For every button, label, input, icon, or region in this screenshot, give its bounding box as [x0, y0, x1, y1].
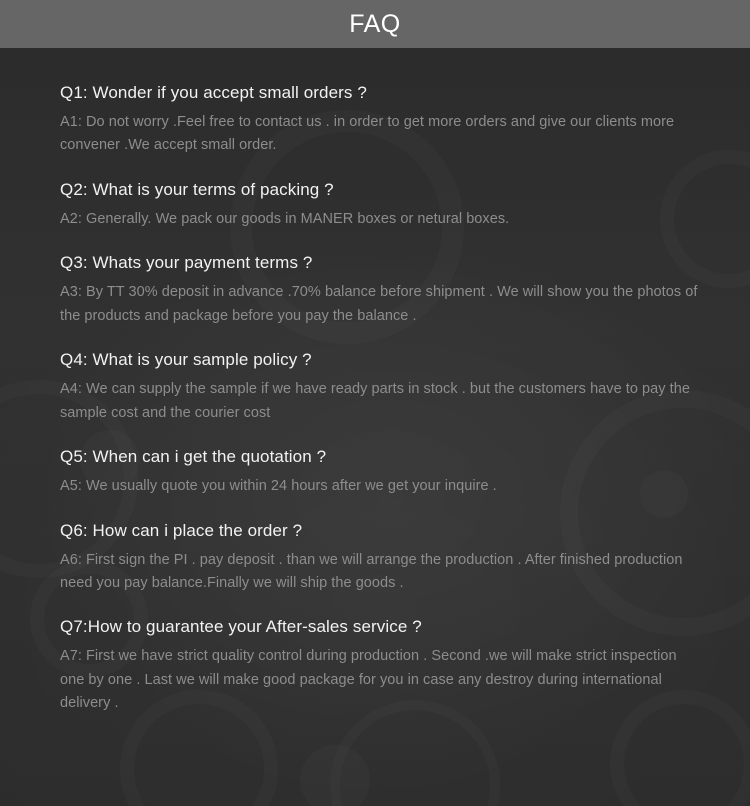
faq-item	[60, 446, 698, 498]
faq-question: Q3: Whats your payment terms ?	[60, 253, 313, 273]
faq-answer: A1: Do not worry .Feel free to contact us . in order to get more orders and give our clients more convener .We accept small order.	[60, 113, 675, 154]
faq-item	[60, 82, 698, 158]
faq-header	[0, 0, 750, 48]
faq-item	[60, 179, 698, 231]
faq-question: Q1: Wonder if you accept small orders ?	[60, 83, 367, 102]
faq-answer: A3: By TT 30% deposit in advance .70% balance before shipment . We will show you the photos of the products and package before you pay the balance .	[60, 284, 698, 324]
faq-item	[60, 252, 698, 328]
faq-answer: A5: We usually quote you within 24 hours after we get your inquire .	[60, 478, 497, 495]
faq-answer: A6: First sign the PI . pay deposit . than we will arrange the production . After finished production need you pay balance.Finally we will ship the goods .	[60, 551, 683, 591]
faq-list	[0, 48, 750, 716]
faq-answer: A7: First we have strict quality control during production . Second .we will make strict inspection one by one . Last we will make good package for you in case any destroy during international delivery .	[60, 648, 677, 712]
page-title: FAQ	[349, 9, 401, 38]
background-dot-decoration	[300, 745, 370, 806]
faq-question: Q4: What is your sample policy ?	[60, 350, 312, 370]
faq-question: Q2: What is your terms of packing ?	[60, 179, 334, 199]
faq-question: Q5: When can i get the quotation ?	[60, 447, 327, 467]
faq-item	[60, 616, 698, 715]
faq-item	[60, 520, 698, 596]
faq-answer: A4: We can supply the sample if we have ready parts in stock . but the customers have to pay the sample cost and the courier cost	[60, 381, 690, 421]
faq-answer: A2: Generally. We pack our goods in MANER boxes or netural boxes.	[60, 210, 510, 227]
faq-question: Q6: How can i place the order ?	[60, 520, 303, 540]
faq-question: Q7:How to guarantee your After-sales service ?	[60, 617, 422, 637]
background-ring-decoration	[330, 700, 500, 806]
faq-item	[60, 349, 698, 425]
